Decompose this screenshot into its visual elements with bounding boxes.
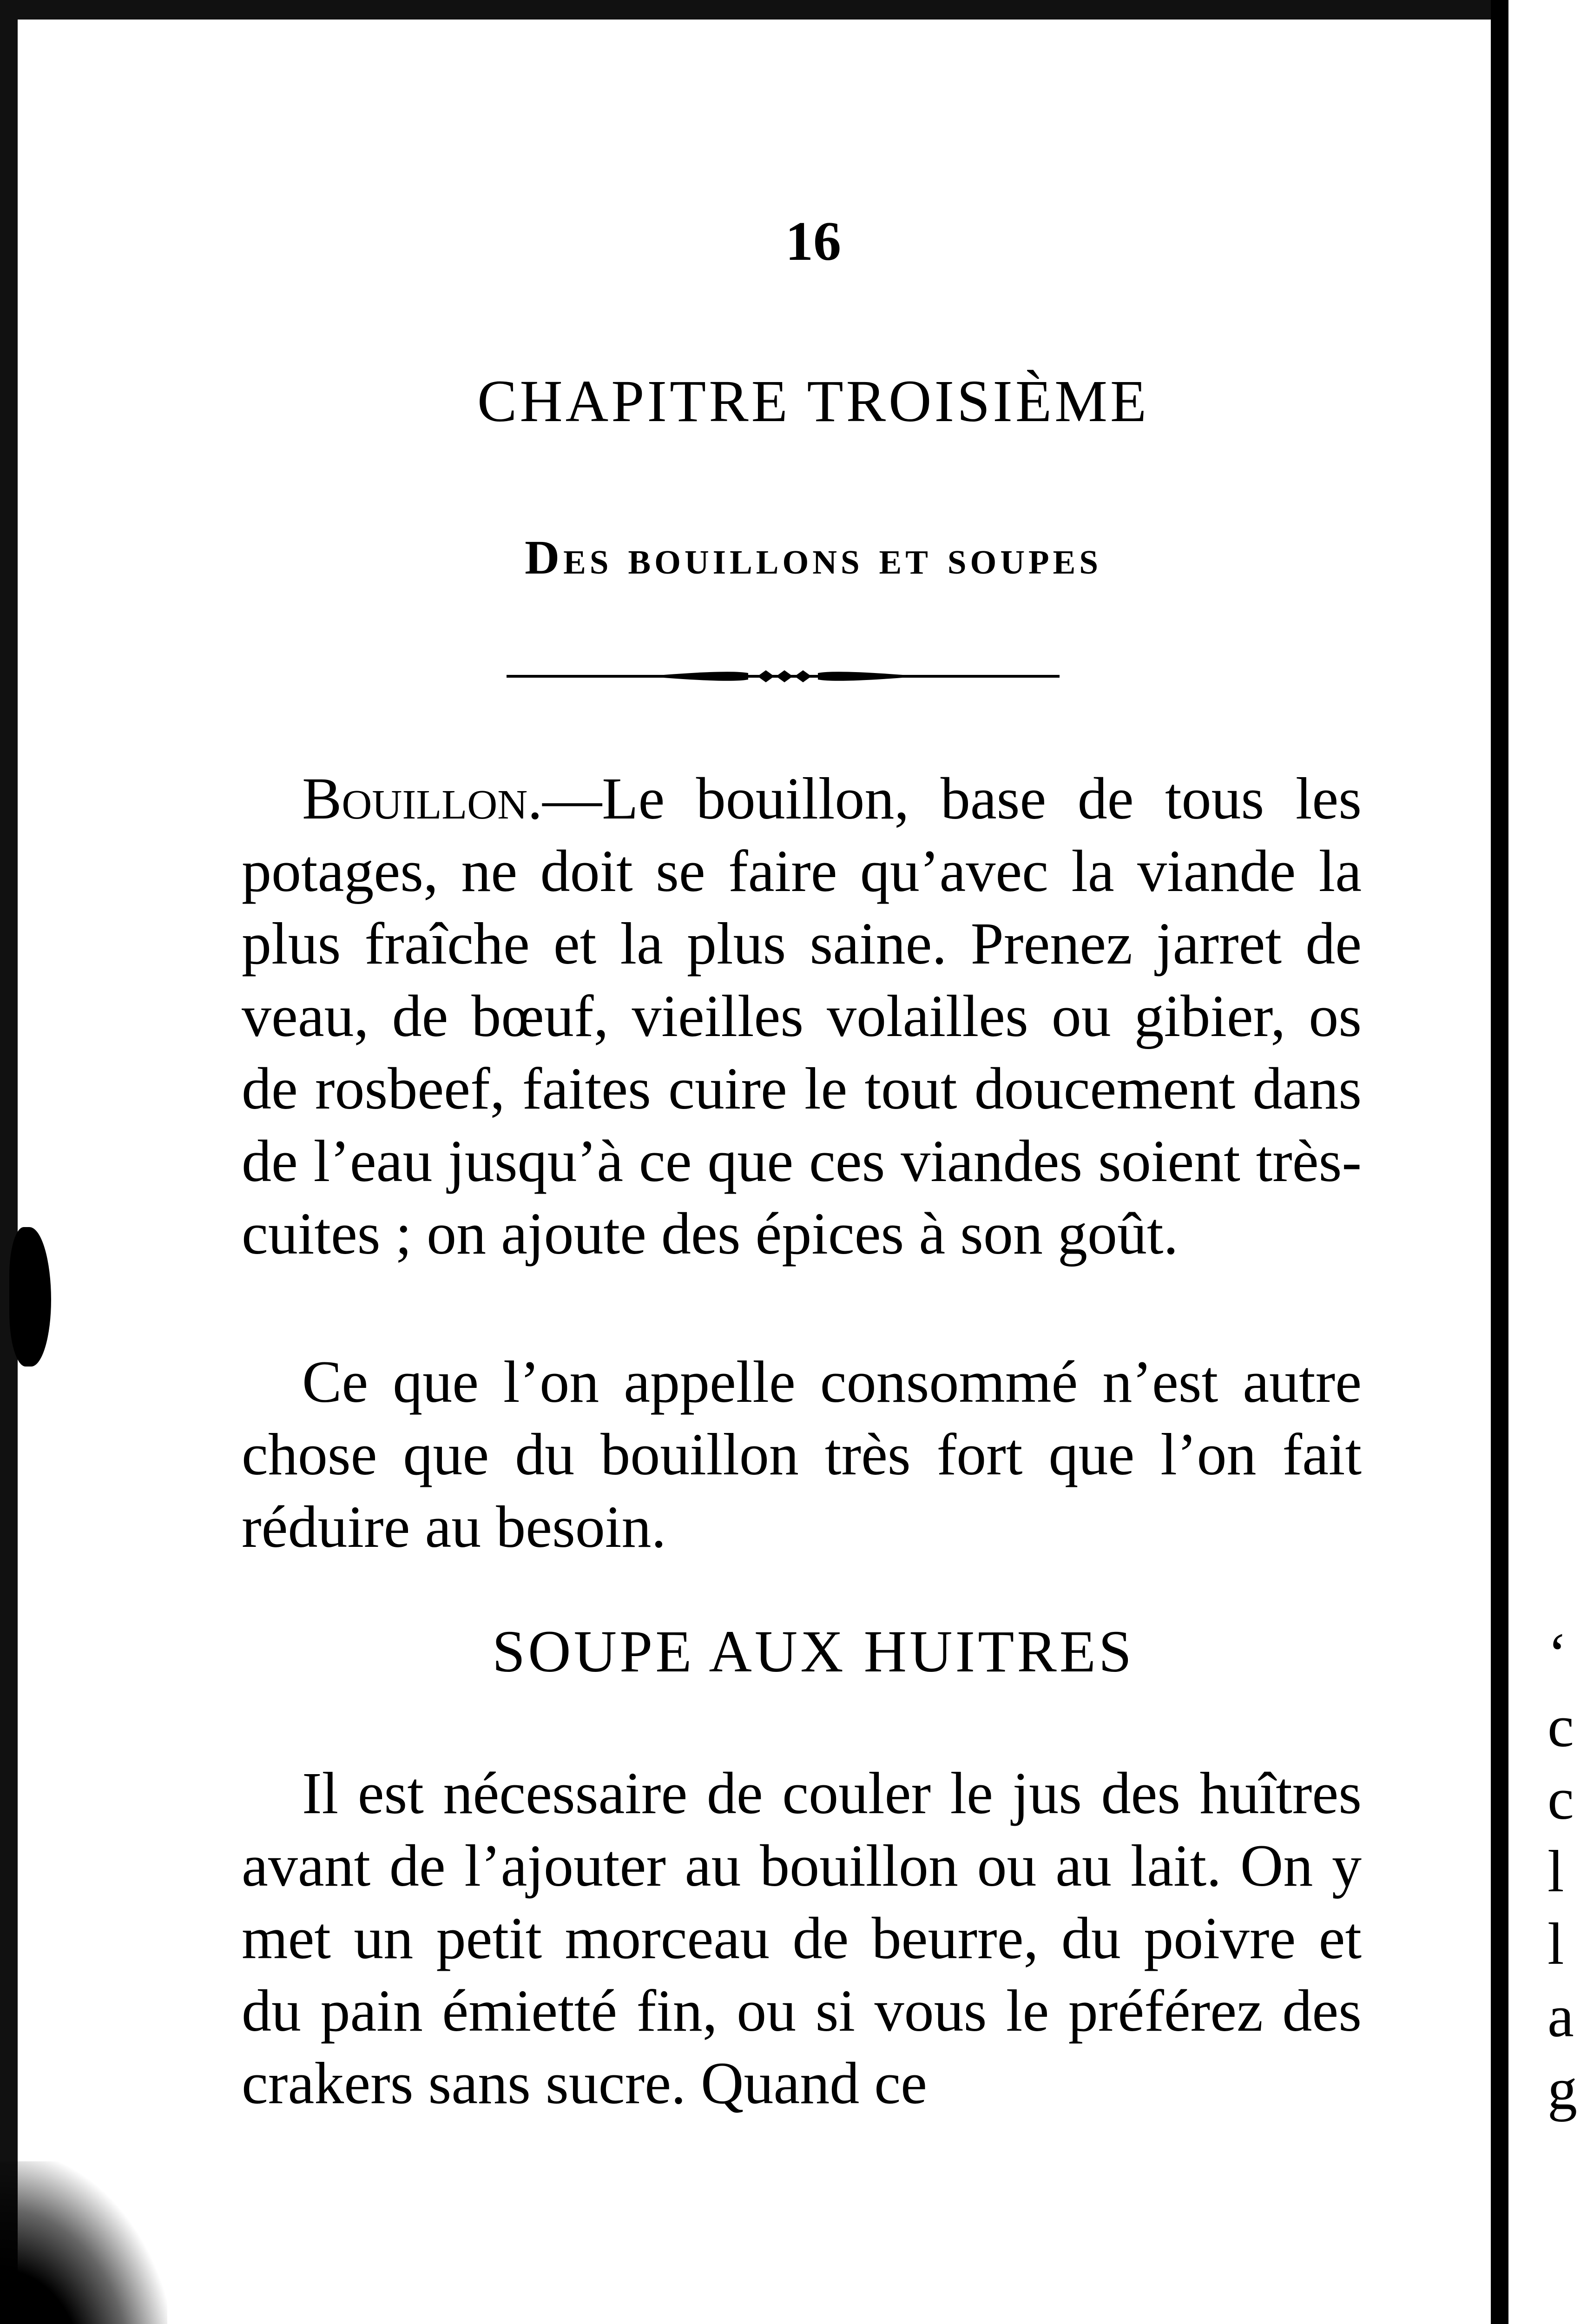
paragraph-text: —Le bouillon, base de tous les potages, ne doit se faire qu’avec la viande la plus fraîche et la plus saine. Prenez jarret de veau, de bœuf, vieilles volailles ou gibier, os de rosbeef, faites cuire le tout doucement dans de l’eau jusqu’à ce que ces viandes soient très-cuites ; on ajoute des épices à son goût. xyxy=(242,766,1362,1267)
ink-blot-corner xyxy=(0,2161,167,2324)
paragraph-bouillon xyxy=(242,762,1362,1270)
facing-letter: l xyxy=(1547,1911,1564,1977)
section-title: Des bouillons et soupes xyxy=(525,531,1102,584)
ornament-divider-icon xyxy=(507,660,1060,693)
facing-letter: c xyxy=(1547,1693,1574,1759)
page-number: 16 xyxy=(785,210,841,272)
paragraph-lead: Bouillon. xyxy=(302,766,543,832)
facing-page-letters xyxy=(1547,1618,1587,2125)
facing-letter: g xyxy=(1547,2056,1577,2122)
facing-letter: ‘ xyxy=(1547,1621,1567,1687)
recipe-title: SOUPE AUX HUITRES xyxy=(492,1618,1135,1684)
scan-edge-top xyxy=(0,0,1587,20)
scan-edge-left xyxy=(0,0,18,2324)
facing-letter: c xyxy=(1547,1766,1574,1832)
ink-blot xyxy=(9,1227,51,1367)
paragraph-soupe: Il est nécessaire de couler le jus des huîtres avant de l’ajouter au bouillon ou au lait. On y met un petit morceau de beurre, du poivre et du pain émietté fin, ou si vous le préférez des crakers sans sucre. Quand ce xyxy=(242,1760,1362,2116)
page-gutter-rule xyxy=(1491,0,1508,2324)
chapter-title: CHAPITRE TROISIÈME xyxy=(477,368,1150,434)
facing-letter: l xyxy=(1547,1838,1564,1904)
paragraph-consomme: Ce que l’on appelle consommé n’est autre chose que du bouillon très fort que l’on fait réduire au besoin. xyxy=(242,1349,1362,1560)
facing-letter: a xyxy=(1547,1983,1574,2049)
